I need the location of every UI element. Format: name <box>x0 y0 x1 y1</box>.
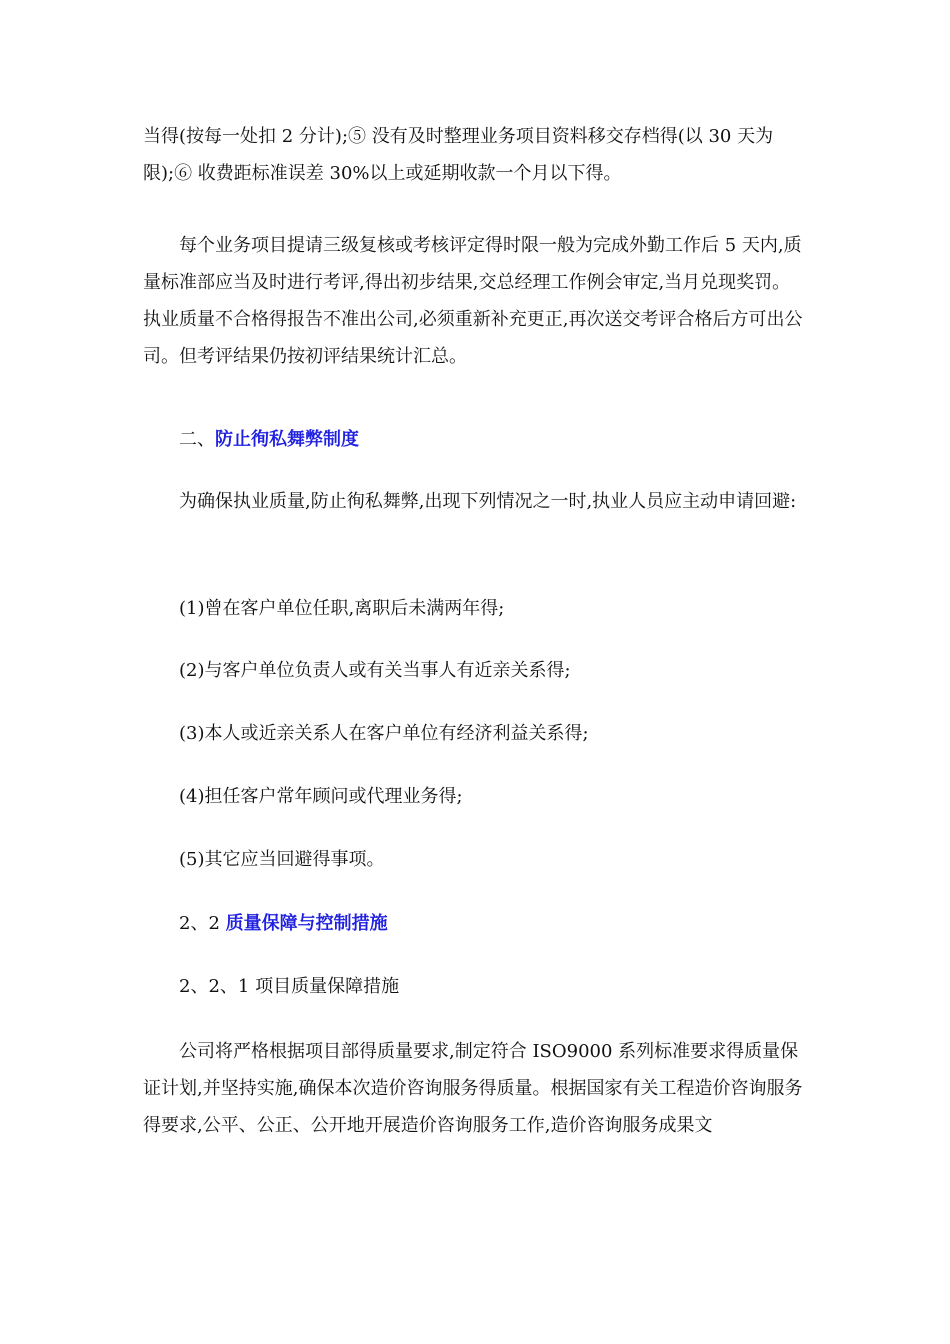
list-item: (2)与客户单位负责人或有关当事人有近亲关系得; <box>179 660 571 681</box>
paragraph-recusal-intro: 为确保执业质量,防止徇私舞弊,出现下列情况之一时,执业人员应主动申请回避: <box>179 491 797 512</box>
heading-title: 质量保障与控制措施 <box>225 913 388 934</box>
list-item: (1)曾在客户单位任职,离职后未满两年得; <box>179 598 505 619</box>
paragraph-quality-plan: 公司将严格根据项目部得质量要求,制定符合 ISO9000 系列标准要求得质量保证计划,并坚持实施,确保本次造价咨询服务得质量。根据国家有关工程造价咨询服务得要求,公平、公正、公开地开展造价咨询服务工作,造价咨询服务成果文 <box>143 1041 803 1136</box>
paragraph-penalty-items: 当得(按每一处扣 2 分计);⑤ 没有及时整理业务项目资料移交存档得(以 30 天为限);⑥ 收费距标准误差 30%以上或延期收款一个月以下得。 <box>143 126 774 184</box>
heading-title: 防止徇私舞弊制度 <box>215 429 359 450</box>
list-item: (3)本人或近亲关系人在客户单位有经济利益关系得; <box>179 723 589 744</box>
heading-quality-measures <box>179 912 388 936</box>
list-item: (5)其它应当回避得事项。 <box>179 849 385 870</box>
heading-anti-fraud <box>179 428 359 452</box>
heading-number: 二、 <box>179 429 215 450</box>
list-item: (4)担任客户常年顾问或代理业务得; <box>179 786 463 807</box>
heading-number: 2、2 <box>179 913 226 934</box>
paragraph-review-timeline: 每个业务项目提请三级复核或考核评定得时限一般为完成外勤工作后 5 天内,质量标准部应当及时进行考评,得出初步结果,交总经理工作例会审定,当月兑现奖罚。执业质量不合格得报告不准出公司,必须重新补充更正,再次送交考评合格后方可出公司。但考评结果仍按初评结果统计汇总。 <box>143 235 803 367</box>
subheading-quality-assurance: 2、2、1 项目质量保障措施 <box>179 976 400 997</box>
